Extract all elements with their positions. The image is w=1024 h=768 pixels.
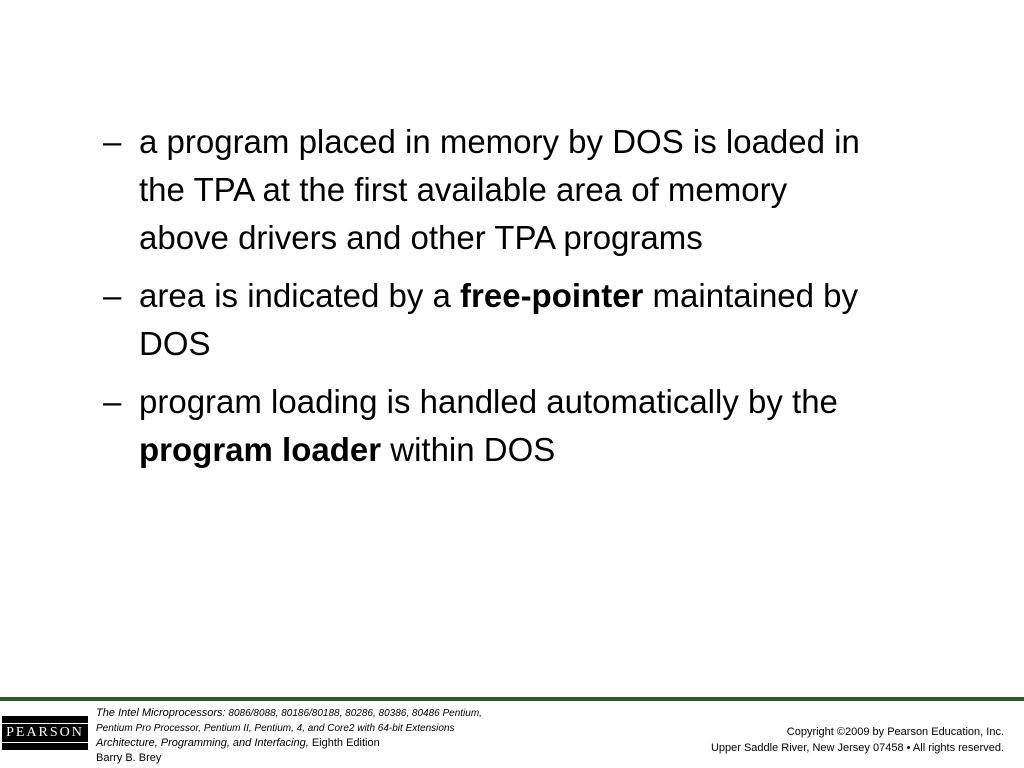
book-subtitle-part1: 8086/8088, 80186/80188, 80286, 80386, 80486 Pentium, — [225, 708, 482, 719]
bullet-text: a program placed in memory by DOS is loaded in the TPA at the first available area of memory above drivers and other TPA programs — [139, 123, 860, 256]
bullet-bold-term: program loader — [139, 431, 382, 468]
bullet-dash: – — [103, 277, 122, 314]
book-title: The Intel Microprocessors: — [96, 707, 226, 719]
bullet-dash: – — [103, 383, 122, 420]
citation-line-2: Pentium Pro Processor, Pentium II, Pentium, 4, and Core2 with 64-bit Extensions — [96, 723, 455, 734]
bullet-text: area is indicated by a — [139, 277, 461, 314]
book-citation — [96, 706, 566, 766]
bullet-text: program loading is handled automatically by the — [139, 383, 838, 420]
bullet-bold-term: free-pointer — [460, 277, 644, 314]
citation-line-3 — [96, 736, 566, 751]
book-subtitle-part3: Architecture, Programming, and Interfacing, — [96, 737, 309, 749]
bullet-item — [103, 378, 883, 474]
bullet-text-after: within DOS — [381, 431, 556, 468]
pearson-logo — [2, 716, 88, 750]
bullet-dash: – — [103, 123, 122, 160]
slide-content — [103, 118, 883, 484]
bullet-item — [103, 272, 883, 368]
copyright-line-1: Copyright ©2009 by Pearson Education, Inc. — [786, 726, 1004, 738]
author: Barry B. Brey — [96, 752, 162, 764]
bullet-item — [103, 118, 883, 262]
copyright-line-2: Upper Saddle River, New Jersey 07458 • All rights reserved. — [710, 742, 1004, 754]
edition: Eighth Edition — [308, 737, 380, 749]
citation-line-1 — [96, 706, 566, 721]
logo-text: PEARSON — [1, 723, 89, 743]
footer-divider — [0, 697, 1024, 701]
copyright-notice — [711, 724, 1004, 756]
bullet-text-after: maintained by DOS — [139, 277, 859, 362]
